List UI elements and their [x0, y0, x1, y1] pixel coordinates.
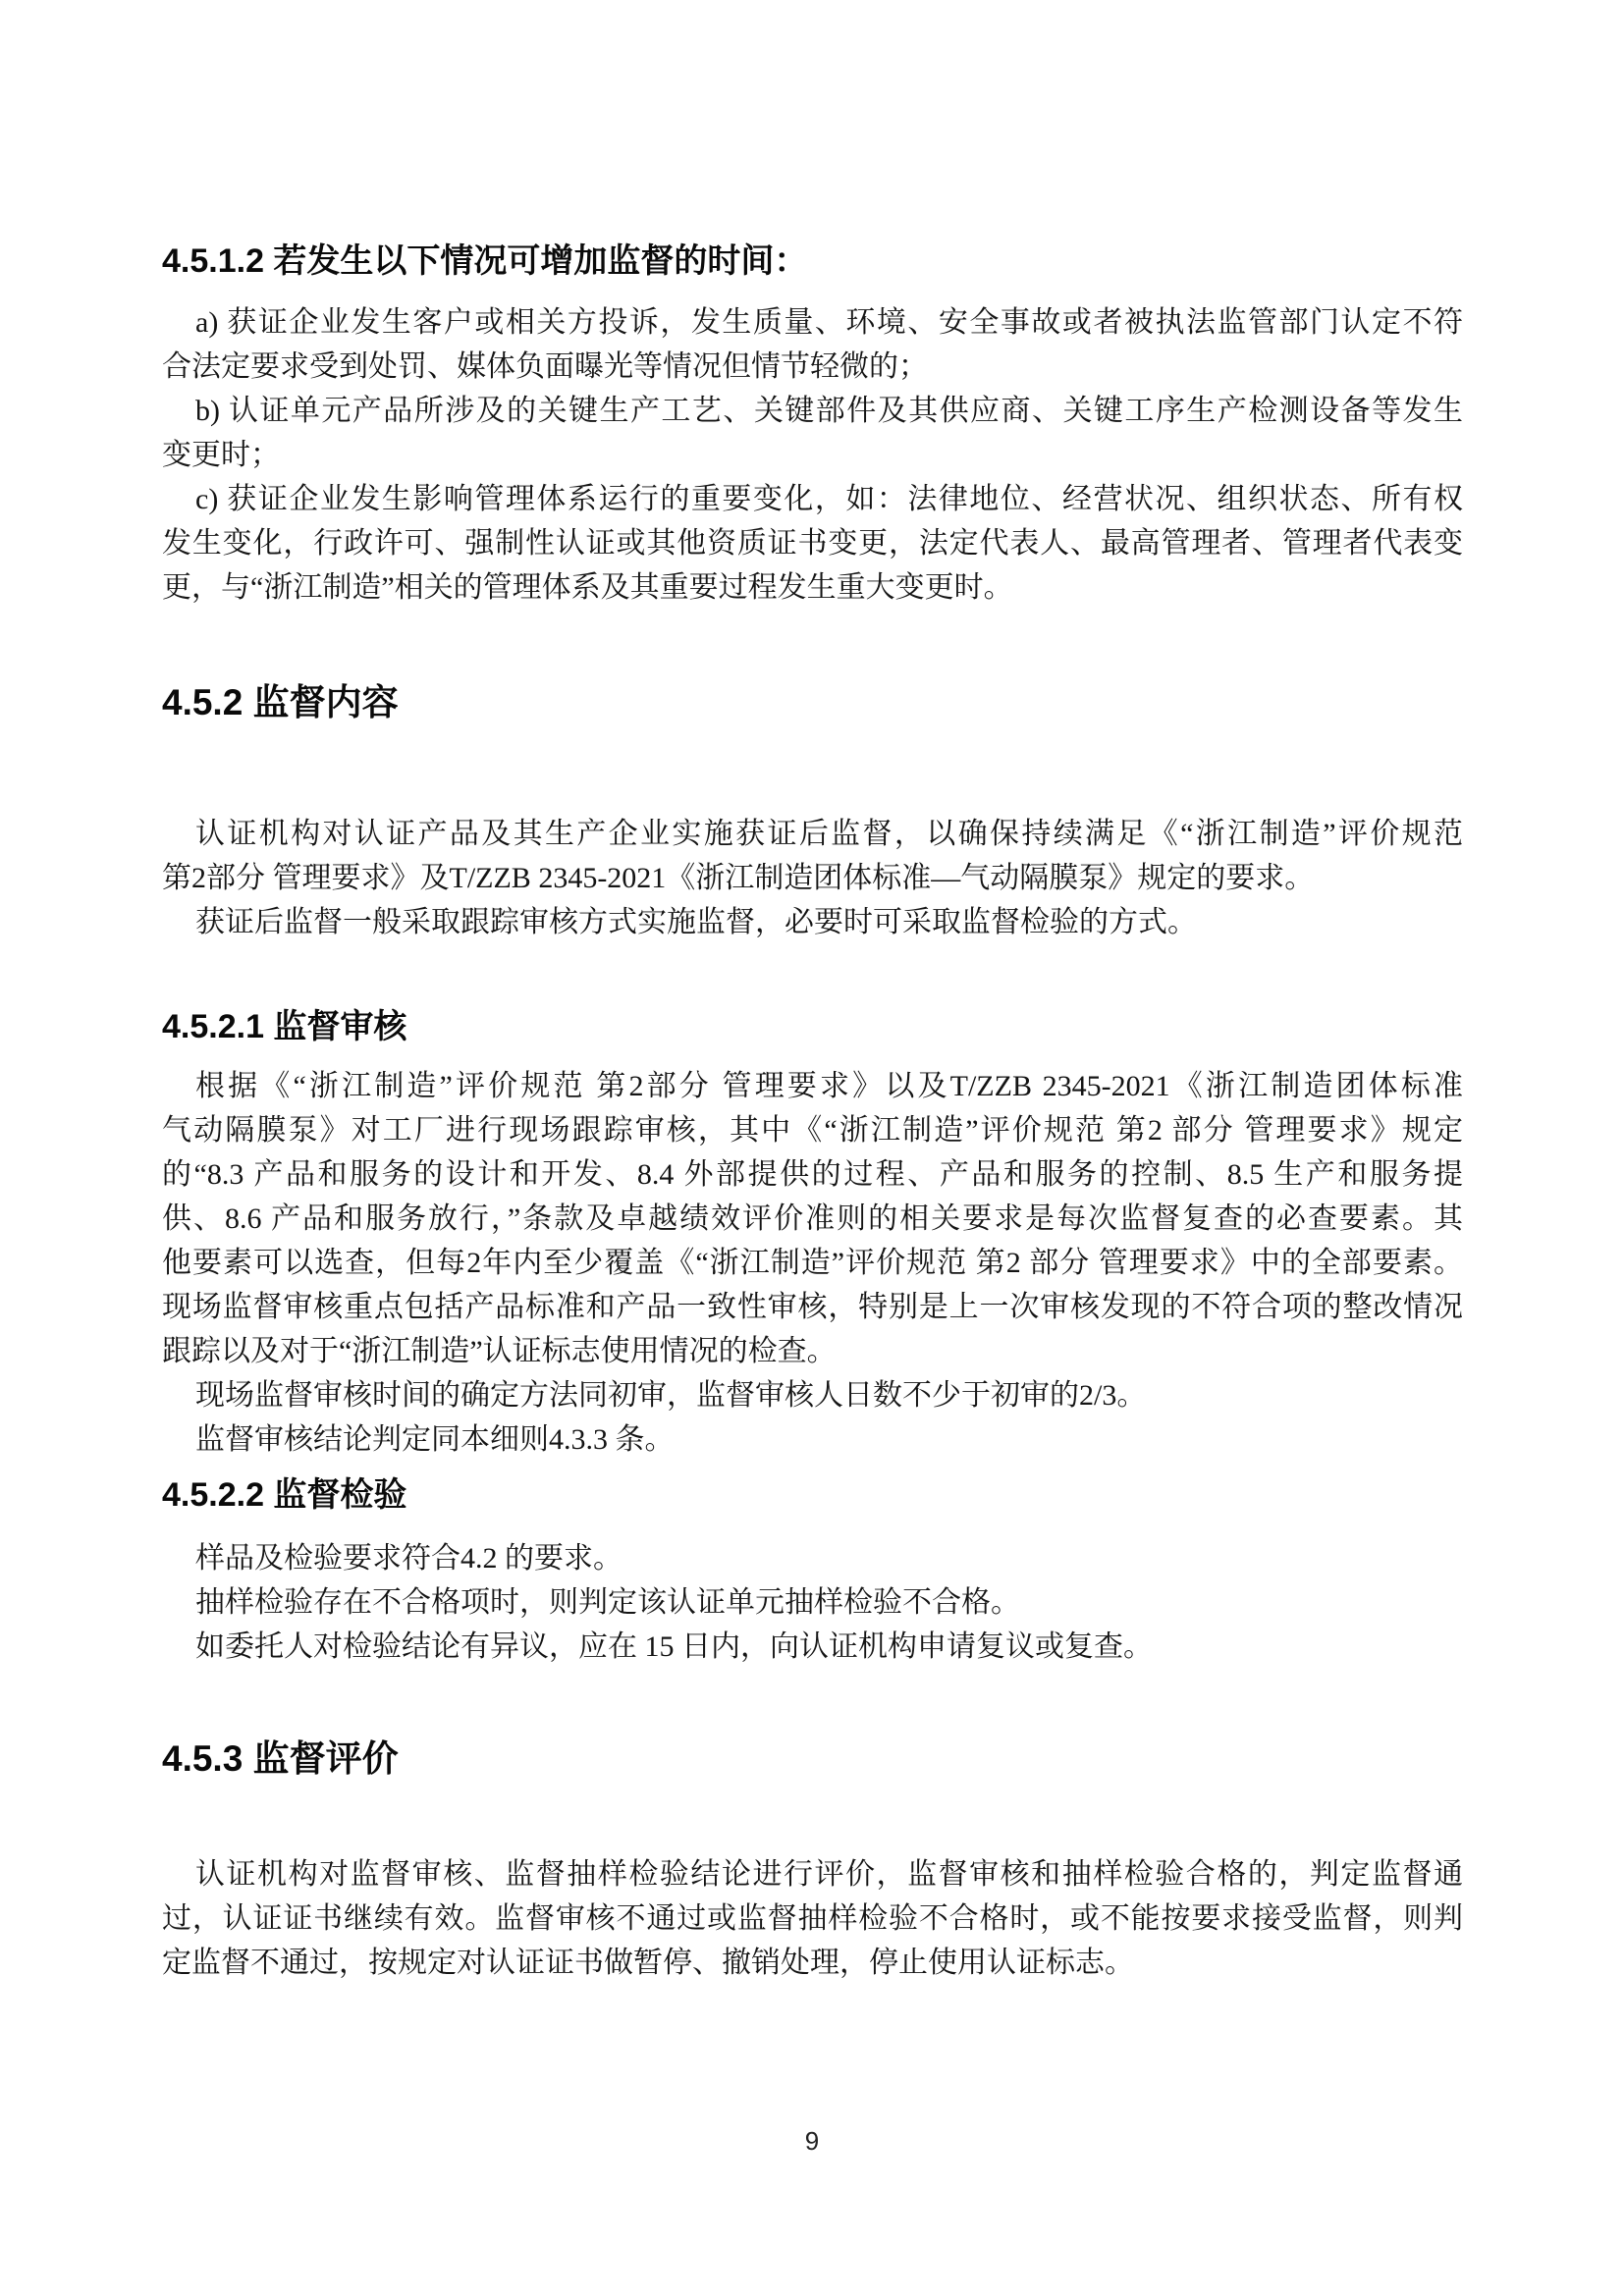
text-line: 定监督不通过，按规定对认证证书做暂停、撤销处理，停止使用认证标志。: [162, 1947, 1134, 1979]
paragraph: [162, 1625, 1463, 1669]
text-line: a) 获证企业发生客户或相关方投诉，发生质量、环境、安全事故或者被执法监管部门认定不符: [195, 306, 1463, 339]
document-section: [162, 238, 1463, 610]
text-line: 现场监督审核重点包括产品标准和产品一致性审核，特别是上一次审核发现的不符合项的整改情况: [162, 1291, 1463, 1323]
text-line: c) 获证企业发生影响管理体系运行的重要变化，如：法律地位、经营状况、组织状态、所有权: [195, 483, 1463, 515]
paragraph: [162, 1373, 1463, 1417]
section-heading: 4.5.3 监督评价: [162, 1738, 399, 1779]
text-line: 发生变化，行政许可、强制性认证或其他资质证书变更，法定代表人、最高管理者、管理者代表变: [162, 527, 1463, 560]
paragraph: [162, 1064, 1463, 1373]
paragraph: [162, 477, 1463, 610]
text-line: 样品及检验要求符合4.2 的要求。: [195, 1542, 623, 1575]
section-heading: 4.5.2.2 监督检验: [162, 1476, 407, 1514]
text-line: 过，认证证书继续有效。监督审核不通过或监督抽样检验不合格时，或不能按要求接受监督，则判: [162, 1902, 1463, 1935]
paragraph: [162, 1536, 1463, 1580]
text-line: 跟踪以及对于“浙江制造”认证标志使用情况的检查。: [162, 1335, 837, 1367]
paragraph: [162, 389, 1463, 477]
paragraph: [162, 1417, 1463, 1462]
text-line: 变更时；: [162, 439, 280, 471]
text-line: 的“8.3 产品和服务的设计和开发、8.4 外部提供的过程、产品和服务的控制、8.5 生产和服务提: [162, 1158, 1463, 1191]
text-line: b) 认证单元产品所涉及的关键生产工艺、关键部件及其供应商、关键工序生产检测设备等发生: [195, 395, 1463, 427]
paragraph: [162, 300, 1463, 389]
text-line: 根据《“浙江制造”评价规范 第2部分 管理要求》以及T/ZZB 2345-2021《浙江制造团体标准: [195, 1070, 1463, 1102]
document-section: [162, 1471, 1463, 1669]
text-line: 获证后监督一般采取跟踪审核方式实施监督，必要时可采取监督检验的方式。: [195, 906, 1197, 938]
section-heading: 4.5.2 监督内容: [162, 682, 399, 722]
text-line: 如委托人对检验结论有异议，应在 15 日内，向认证机构申请复议或复查。: [195, 1630, 1153, 1663]
text-line: 认证机构对监督审核、监督抽样检验结论进行评价，监督审核和抽样检验合格的，判定监督通: [195, 1858, 1463, 1891]
paragraph: [162, 900, 1463, 944]
text-line: 现场监督审核时间的确定方法同初审，监督审核人日数不少于初审的2/3。: [195, 1379, 1147, 1412]
section-heading: 4.5.1.2 若发生以下情况可增加监督的时间：: [162, 242, 808, 280]
text-line: 更，与“浙江制造”相关的管理体系及其重要过程发生重大变更时。: [162, 571, 1013, 604]
paragraph: [162, 1580, 1463, 1625]
text-line: 气动隔膜泵》对工厂进行现场跟踪审核，其中《“浙江制造”评价规范 第2 部分 管理要求》规定: [162, 1114, 1463, 1147]
document-body: [162, 238, 1463, 1985]
text-line: 供、8.6 产品和服务放行，”条款及卓越绩效评价准则的相关要求是每次监督复查的必查要素。其: [162, 1202, 1463, 1235]
paragraph: [162, 1852, 1463, 1985]
section-heading: 4.5.2.1 监督审核: [162, 1008, 407, 1045]
document-section: [162, 678, 1463, 944]
paragraph: [162, 812, 1463, 900]
text-line: 他要素可以选查，但每2年内至少覆盖《“浙江制造”评价规范 第2 部分 管理要求》中的全部要素。: [162, 1247, 1463, 1279]
text-line: 监督审核结论判定同本细则4.3.3 条。: [195, 1423, 675, 1456]
text-line: 认证机构对认证产品及其生产企业实施获证后监督，以确保持续满足《“浙江制造”评价规范: [195, 818, 1463, 850]
text-line: 第2部分 管理要求》及T/ZZB 2345-2021《浙江制造团体标准—气动隔膜泵》规定的要求。: [162, 862, 1315, 894]
page-number: 9: [804, 2126, 820, 2156]
document-section: [162, 1003, 1463, 1462]
document-section: [162, 1735, 1463, 1985]
text-line: 合法定要求受到处罚、媒体负面曝光等情况但情节轻微的；: [162, 350, 928, 383]
text-line: 抽样检验存在不合格项时，则判定该认证单元抽样检验不合格。: [195, 1586, 1020, 1619]
